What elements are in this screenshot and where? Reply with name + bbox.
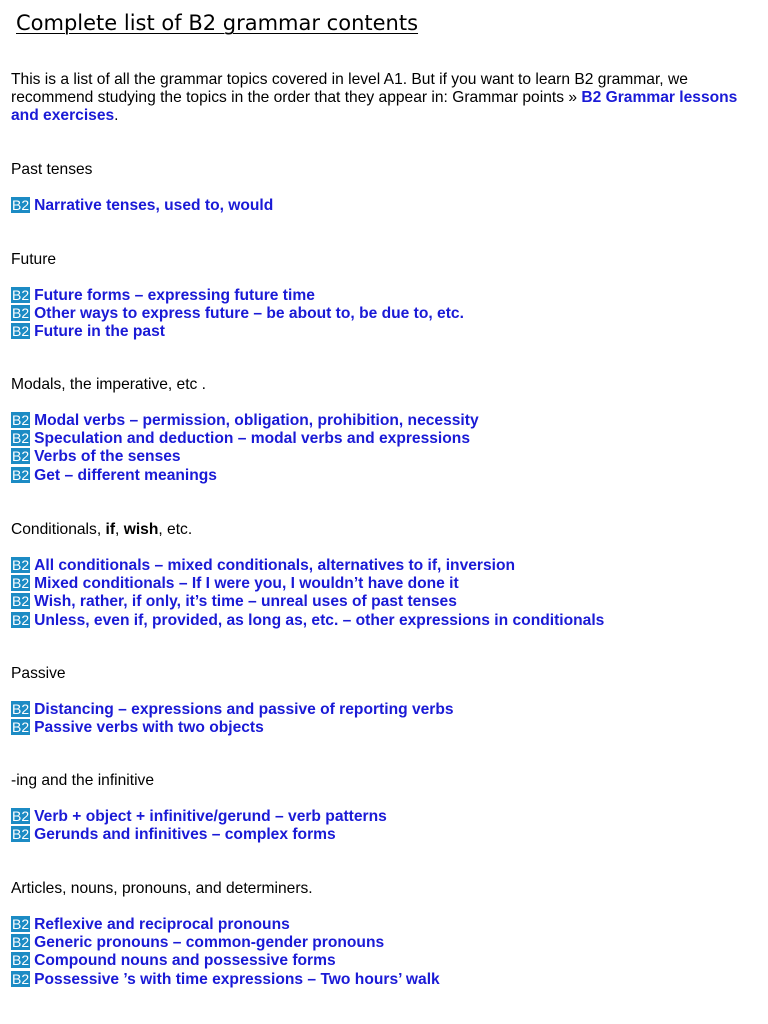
b2-grammar-lessons-link[interactable]: B2 Grammar lessons and exercises [11, 89, 738, 124]
heading-text: , [115, 521, 124, 538]
level-badge: B2 [12, 916, 30, 932]
list-item [11, 467, 756, 485]
intro-text: This is a list of all the grammar topics covered in level A1. But if you want to learn B2 grammar, we recommend studying the topics in the order that they appear in: Grammar points » [11, 71, 688, 106]
heading-text: , etc. [158, 521, 193, 538]
list-item [11, 701, 756, 719]
topic-list [11, 701, 756, 737]
level-badge: B2 [12, 412, 30, 428]
list-item [11, 557, 756, 575]
topic-link[interactable]: Future forms – expressing future time [34, 287, 315, 304]
section-heading: -ing and the infinitive [11, 772, 155, 789]
section-passive [11, 665, 756, 737]
topic-link[interactable]: Distancing – expressions and passive of reporting verbs [34, 701, 454, 718]
level-badge: B2 [12, 826, 30, 843]
level-badge: B2 [12, 970, 30, 987]
level-badge: B2 [12, 287, 30, 303]
list-item [11, 305, 756, 323]
topic-link[interactable]: All conditionals – mixed conditionals, alternatives to if, inversion [34, 557, 516, 574]
section-conditionals [11, 521, 756, 630]
topic-link[interactable]: Mixed conditionals – If I were you, I wouldn’t have done it [34, 575, 459, 593]
level-badge: B2 [12, 575, 30, 592]
level-badge: B2 [12, 466, 30, 483]
topic-link[interactable]: Modal verbs – permission, obligation, prohibition, necessity [34, 412, 479, 429]
page-title: Complete list of B2 grammar contents [16, 11, 419, 35]
section-heading: Modals, the imperative, etc . [11, 376, 207, 393]
list-item [11, 412, 756, 430]
topic-list [11, 287, 756, 342]
level-badge: B2 [12, 808, 30, 824]
list-item [11, 826, 756, 844]
list-item [11, 448, 756, 466]
list-item [11, 719, 756, 737]
topic-list [11, 197, 756, 215]
topic-link[interactable]: Possessive ’s with time expressions – Two hours’ walk [34, 970, 440, 988]
section-ing-infinitive [11, 772, 756, 844]
list-item [11, 197, 756, 215]
list-item [11, 575, 756, 593]
topic-link[interactable]: Narrative tenses, used to, would [34, 197, 274, 214]
topic-link[interactable]: Verbs of the senses [34, 448, 181, 466]
level-badge: B2 [12, 701, 30, 717]
level-badge: B2 [12, 305, 30, 322]
topic-link[interactable]: Wish, rather, if only, it’s time – unreal uses of past tenses [34, 593, 457, 611]
list-item [11, 934, 756, 952]
section-future [11, 251, 756, 342]
section-heading [11, 521, 756, 539]
topic-list [11, 808, 756, 844]
section-heading: Passive [11, 665, 66, 682]
level-badge: B2 [12, 611, 30, 628]
level-badge: B2 [12, 952, 30, 969]
list-item [11, 971, 756, 989]
topic-list [11, 412, 756, 485]
intro-paragraph [11, 71, 751, 125]
level-badge: B2 [12, 448, 30, 465]
topic-link[interactable]: Other ways to express future – be about to, be due to, etc. [34, 305, 464, 323]
list-item [11, 808, 756, 826]
list-item [11, 430, 756, 448]
level-badge: B2 [12, 323, 30, 340]
topic-list [11, 557, 756, 630]
topic-link[interactable]: Compound nouns and possessive forms [34, 952, 336, 970]
level-badge: B2 [12, 719, 30, 736]
topic-link[interactable]: Passive verbs with two objects [34, 719, 264, 737]
list-item [11, 916, 756, 934]
list-item [11, 952, 756, 970]
level-badge: B2 [12, 934, 30, 951]
topic-link[interactable]: Gerunds and infinitives – complex forms [34, 826, 336, 844]
section-articles-nouns [11, 880, 756, 989]
list-item [11, 612, 756, 630]
list-item [11, 287, 756, 305]
topic-link[interactable]: Future in the past [34, 323, 165, 341]
list-item [11, 323, 756, 341]
level-badge: B2 [12, 557, 30, 573]
topic-link[interactable]: Get – different meanings [34, 466, 217, 484]
section-heading: Past tenses [11, 161, 93, 178]
section-heading: Articles, nouns, pronouns, and determiners. [11, 880, 313, 897]
section-modals [11, 376, 756, 485]
topic-link[interactable]: Reflexive and reciprocal pronouns [34, 916, 290, 933]
section-past-tenses [11, 161, 756, 215]
heading-keyword-wish: wish [123, 521, 159, 538]
heading-text: Conditionals, [11, 521, 106, 538]
topic-list [11, 916, 756, 989]
topic-link[interactable]: Unless, even if, provided, as long as, etc. – other expressions in conditionals [34, 611, 605, 629]
topic-link[interactable]: Verb + object + infinitive/gerund – verb patterns [34, 808, 387, 825]
level-badge: B2 [12, 593, 30, 610]
section-heading: Future [11, 251, 57, 268]
heading-keyword-if: if [105, 521, 116, 538]
intro-text-end: . [114, 107, 119, 124]
level-badge: B2 [12, 197, 30, 213]
list-item [11, 593, 756, 611]
topic-link[interactable]: Speculation and deduction – modal verbs and expressions [34, 430, 470, 448]
level-badge: B2 [12, 430, 30, 447]
topic-link[interactable]: Generic pronouns – common-gender pronouns [34, 934, 385, 952]
